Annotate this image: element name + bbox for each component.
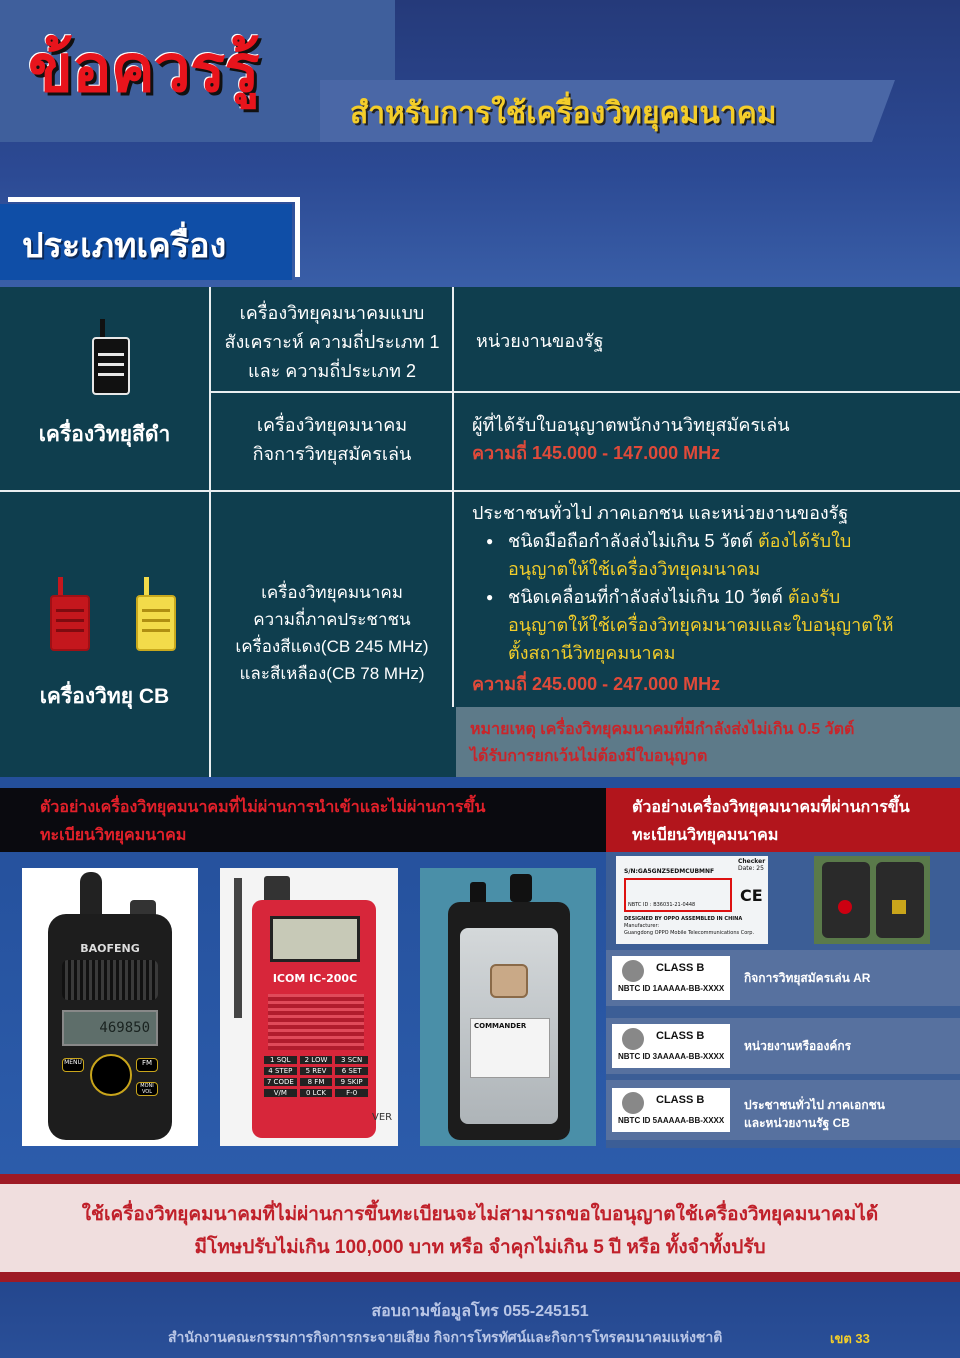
type-line: เครื่องวิทยุคมนาคมแบบ bbox=[239, 303, 425, 323]
brand-text: BAOFENG bbox=[80, 942, 140, 955]
contact-text: สอบถามข้อมูลโทร 055-245151 bbox=[371, 1303, 589, 1320]
footer bbox=[0, 1282, 960, 1358]
checker-text: Checker bbox=[738, 858, 766, 865]
warning-line: มีโทษปรับไม่เกิน 100,000 บาท หรือ จำคุกไม่เกิน 5 ปี หรือ ทั้งจำทั้งปรับ bbox=[194, 1237, 766, 1258]
designed-text: DESIGNED BY OPPO ASSEMBLED IN CHINA bbox=[624, 916, 743, 922]
red-radio-icon bbox=[50, 577, 90, 653]
class-description: กิจการวิทยุสมัครเล่น AR bbox=[744, 971, 871, 985]
page-title: ข้อควรรู้ bbox=[28, 31, 259, 105]
garuda-emblem bbox=[622, 1092, 644, 1114]
fm-key: FM bbox=[136, 1058, 158, 1072]
baofeng-radio-photo bbox=[22, 868, 198, 1146]
class-label-card bbox=[612, 956, 730, 1000]
nbtc-id-text: NBTC ID 5AAAAA-BB-XXXX bbox=[618, 1116, 725, 1125]
organization-text: สำนักงานคณะกรรมการกิจการกระจายเสียง กิจการโทรทัศน์และกิจการโทรคมนาคมแห่งชาติ bbox=[168, 1329, 723, 1345]
warning-line: ใช้เครื่องวิทยุคมนาคมที่ไม่ผ่านการขึ้นทะเบียนจะไม่สามารถขอใบอนุญาตใช้เครื่องวิทยุคมนาคมได้ bbox=[81, 1204, 879, 1225]
cb-radio-label: เครื่องวิทยุ CB bbox=[39, 685, 170, 708]
brand-text: COMMANDER bbox=[474, 1022, 527, 1030]
keypad-key: F-0 bbox=[335, 1089, 368, 1097]
cb-rule-handheld: ● ชนิดมือถือกำลังส่งไม่เกิน 5 วัตต์ ต้องได้รับใบ อนุญาตให้ใช้เครื่องวิทยุคมนาคม bbox=[486, 527, 952, 583]
users-text: ผู้ที่ได้รับใบอนุญาตพนักงานวิทยุสมัครเล่น bbox=[472, 415, 790, 435]
type-cell-cb bbox=[212, 579, 452, 687]
table-divider bbox=[211, 391, 960, 393]
table-divider bbox=[0, 490, 960, 492]
black-radio-icon bbox=[92, 319, 130, 397]
type-cell-amateur bbox=[212, 411, 452, 469]
type-line: เครื่องวิทยุคมนาคม bbox=[256, 415, 408, 435]
keypad-key: 3 SCN bbox=[335, 1056, 368, 1064]
warning-border bbox=[0, 1174, 960, 1184]
class-label-card bbox=[612, 1024, 730, 1068]
table-divider bbox=[452, 287, 454, 707]
registered-heading: ตัวอย่างเครื่องวิทยุคมนาคมที่ผ่านการขึ้น ทะเบียนวิทยุคมนาคม bbox=[606, 788, 960, 852]
class-description: หน่วยงานหรือองค์กร bbox=[744, 1039, 852, 1053]
class-label-card bbox=[612, 1088, 730, 1132]
side-text: VER bbox=[372, 1112, 393, 1123]
keypad-key: 5 REV bbox=[300, 1067, 333, 1075]
keypad-key: 0 LCK bbox=[300, 1089, 333, 1097]
commander-radio-photo bbox=[420, 868, 596, 1146]
serial-text: S/N:GA5GNZ5EDMCUBMNF bbox=[624, 868, 715, 875]
note-line: ได้รับการยกเว้นไม่ต้องมีใบอนุญาต bbox=[470, 748, 708, 765]
note-box bbox=[456, 707, 960, 777]
users-cell-govt: หน่วยงานของรัฐ bbox=[476, 331, 604, 351]
type-line: และ ความถี่ประเภท 2 bbox=[248, 361, 416, 381]
garuda-emblem bbox=[622, 1028, 644, 1050]
type-line: เครื่องสีแดง(CB 245 MHz) bbox=[235, 637, 429, 656]
display-text: 469850 bbox=[62, 1010, 158, 1046]
black-radio-label: เครื่องวิทยุสีดำ bbox=[38, 423, 171, 446]
warning-box bbox=[0, 1184, 960, 1272]
type-line: และสีเหลือง(CB 78 MHz) bbox=[239, 664, 425, 683]
frequency-text: ความถี่ 145.000 - 147.000 MHz bbox=[472, 443, 721, 463]
garuda-emblem bbox=[622, 960, 644, 982]
date-text: Date: 25 bbox=[738, 865, 764, 872]
page-subtitle: สำหรับการใช้เครื่องวิทยุคมนาคม bbox=[350, 97, 777, 130]
users-cell-amateur bbox=[472, 411, 790, 467]
keypad-key: 2 LOW bbox=[300, 1056, 333, 1064]
nbtc-id-text: NBTC ID 3AAAAA-BB-XXXX bbox=[618, 1052, 725, 1061]
type-cell-synth bbox=[212, 299, 452, 386]
class-description: ประชาชนทั่วไป ภาคเอกชน และหน่วยงานรัฐ CB bbox=[744, 1098, 885, 1130]
manufacturer-text: Manufacturer: bbox=[624, 923, 660, 929]
keypad-key: 4 STEP bbox=[264, 1067, 297, 1075]
users-text: ประชาชนทั่วไป ภาคเอกชน และหน่วยงานของรัฐ bbox=[472, 503, 849, 523]
cb-rule-mobile: ● ชนิดเคลื่อนที่กำลังส่งไม่เกิน 10 วัตต์ ต้องรับ อนุญาตให้ใช้เครื่องวิทยุคมนาคมและใบอนุญาตให้ ตั้งสถานีวิทยุคมนาคม bbox=[486, 583, 952, 667]
class-text: CLASS B bbox=[656, 962, 705, 974]
yellow-radio-icon bbox=[136, 577, 176, 653]
moni-key: MONI VOL bbox=[136, 1082, 158, 1096]
keypad-key: 6 SET bbox=[335, 1067, 368, 1075]
device-type-table bbox=[0, 287, 960, 777]
keypad-key: 7 CODE bbox=[264, 1078, 297, 1086]
unregistered-heading: ตัวอย่างเครื่องวิทยุคมนาคมที่ไม่ผ่านการนำเข้าและไม่ผ่านการขึ้น ทะเบียนวิทยุคมนาคม bbox=[0, 788, 606, 852]
zone-text: เขต 33 bbox=[830, 1331, 870, 1346]
icom-radio-photo bbox=[220, 868, 398, 1146]
type-line: สังเคราะห์ ความถี่ประเภท 1 bbox=[224, 332, 440, 352]
type-line: เครื่องวิทยุคมนาคม bbox=[261, 583, 403, 602]
keypad-key: V/M bbox=[264, 1089, 297, 1097]
ce-mark: CE bbox=[740, 886, 763, 905]
nbtc-id-text: NBTC ID 1AAAAA-BB-XXXX bbox=[618, 984, 725, 993]
type-line: กิจการวิทยุสมัครเล่น bbox=[252, 444, 412, 464]
registered-device-photo bbox=[814, 856, 930, 944]
section-heading: ประเภทเครื่อง bbox=[0, 204, 292, 280]
frequency-text: ความถี่ 245.000 - 247.000 MHz bbox=[472, 674, 721, 694]
nbtc-sticker-photo bbox=[616, 856, 768, 944]
note-line: หมายเหตุ เครื่องวิทยุคมนาคมที่มีกำลังส่งไม่เกิน 0.5 วัตต์ bbox=[470, 721, 855, 738]
nbtc-id-text: NBTC ID : B36031-21-0448 bbox=[628, 902, 696, 908]
cb-rules-list bbox=[472, 527, 952, 667]
type-line: ความถี่ภาคประชาชน bbox=[253, 610, 411, 629]
keypad-key: 8 FM bbox=[300, 1078, 333, 1086]
brand-text: ICOM IC-200C bbox=[272, 972, 358, 985]
users-cell-cb bbox=[472, 499, 952, 698]
company-text: Guangdong OPPO Mobile Telecommunications Corp. bbox=[624, 930, 755, 936]
menu-key: MENU bbox=[62, 1058, 84, 1072]
keypad-key: 1 SQL bbox=[264, 1056, 297, 1064]
class-text: CLASS B bbox=[656, 1030, 705, 1042]
class-text: CLASS B bbox=[656, 1094, 705, 1106]
keypad-key: 9 SKIP bbox=[335, 1078, 368, 1086]
table-divider bbox=[209, 287, 211, 777]
warning-border bbox=[0, 1272, 960, 1282]
